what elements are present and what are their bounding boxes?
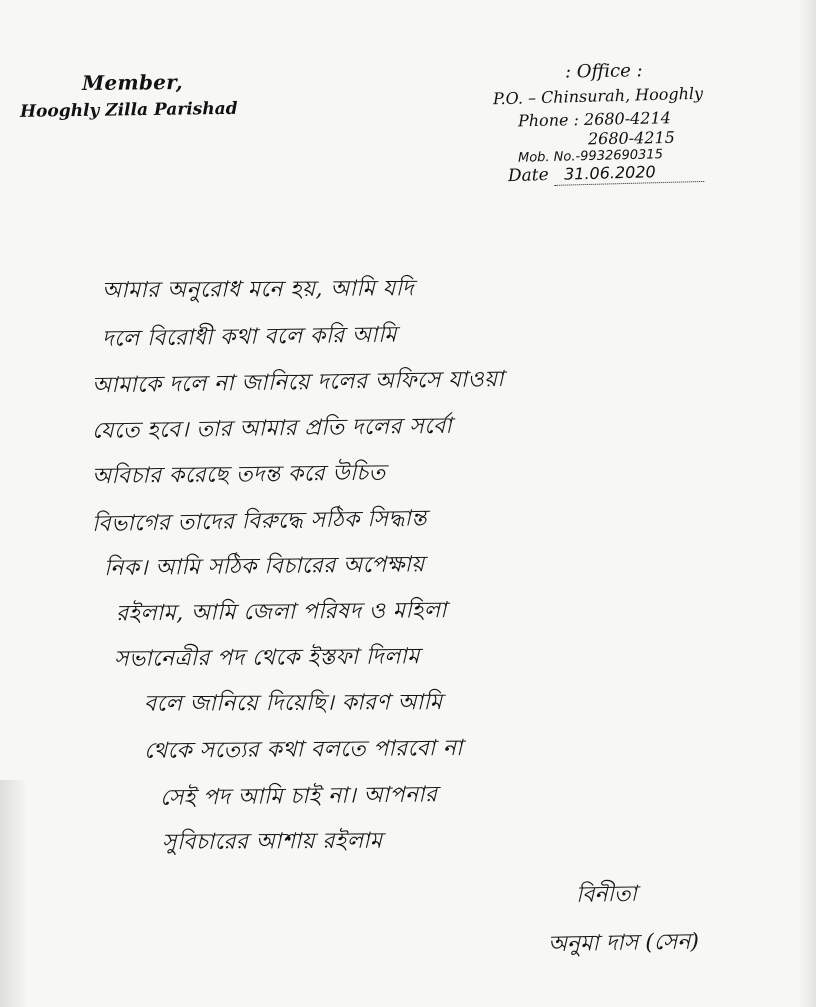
- member-title: Member,: [81, 69, 184, 96]
- letter-body: [92, 266, 780, 864]
- member-header: [20, 70, 280, 120]
- letter-line: সুবিচারের আশায় রইলাম: [161, 828, 383, 856]
- office-mobile: Mob. No.-9932690315: [517, 147, 664, 166]
- letter-line: দলে বিরোধী কথা বলে করি আমি: [101, 322, 398, 352]
- letter-line: বিভাগের তাদের বিরুদ্ধে সঠিক সিদ্ধান্ত: [91, 506, 428, 538]
- scan-shadow: [0, 780, 28, 1007]
- date-line: [508, 160, 743, 187]
- margin-notes: [760, 385, 810, 855]
- date-label: Date: [507, 165, 549, 187]
- letter-line: সভানেত্রীর পদ থেকে ইস্তফা দিলাম: [113, 644, 420, 672]
- office-address: P.O. – Chinsurah, Hooghly: [492, 84, 704, 109]
- office-phone-secondary: 2680-4215: [587, 127, 675, 149]
- member-subtitle: Hooghly Zilla Parishad: [19, 98, 238, 122]
- office-phone-primary: Phone : 2680-4214: [517, 108, 672, 131]
- letter-line: আমাকে দলে না জানিয়ে দলের অফিসে যাওয়া: [91, 366, 505, 399]
- letter-line: অবিচার করেছে তদন্ত করে উচিত: [91, 460, 386, 490]
- letter-line: রইলাম, আমি জেলা পরিষদ ও মহিলা: [115, 598, 448, 627]
- office-header: [492, 60, 743, 187]
- signature-block: [548, 876, 788, 962]
- signature-closing: বিনীতা: [575, 881, 638, 908]
- letter-line: বলে জানিয়ে দিয়েছি। কারণ আমি: [143, 690, 443, 717]
- date-value: 31.06.2020: [554, 162, 704, 186]
- letter-line: সেই পদ আমি চাই না। আপনার: [159, 782, 438, 811]
- office-label: : Office :: [564, 60, 643, 83]
- letter-line: থেকে সত্যের কথা বলতে পারবো না: [143, 735, 463, 764]
- letter-line: নিক। আমি সঠিক বিচারের অপেক্ষায়: [103, 552, 425, 582]
- letter-line: যেতে হবে। তার আমার প্রতি দলের সর্বো: [91, 413, 453, 444]
- signature-name: অনুমা দাস (সেন): [547, 929, 700, 958]
- letter-line: আমার অনুরোধ মনে হয়, আমি যদি: [101, 276, 415, 304]
